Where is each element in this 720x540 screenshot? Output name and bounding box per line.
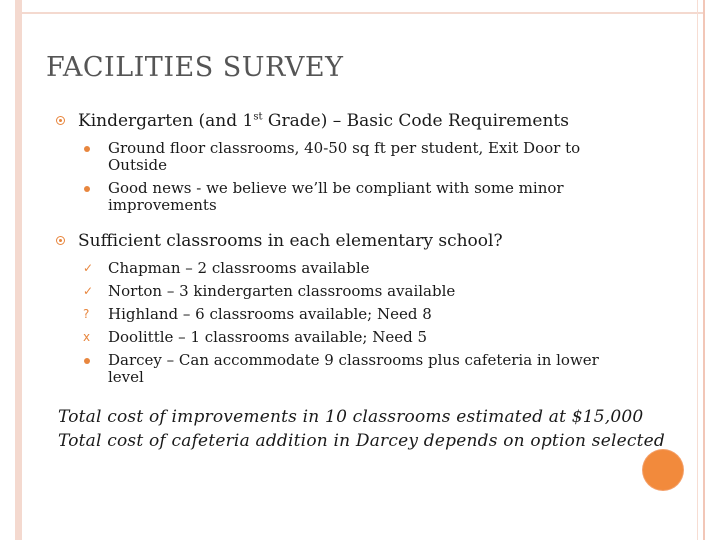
list-item <box>56 140 628 174</box>
list-item-text: Good news - we believe we’ll be compliant with some minor improvements <box>108 179 564 214</box>
list-item-text: Ground floor classrooms, 40-50 sq ft per student, Exit Door to Outside <box>108 139 581 174</box>
circle-bullet-icon <box>56 236 65 245</box>
list-item <box>56 180 628 214</box>
checkmark-icon: ✓ <box>83 284 94 298</box>
heading-text-post: Grade) – Basic Code Requirements <box>262 111 569 131</box>
classroom-items <box>56 260 676 386</box>
checkmark-icon: ✓ <box>83 261 94 275</box>
list-item-text: Darcey – Can accommodate 9 classrooms plus cafeteria in lower level <box>108 351 599 386</box>
question-mark-icon: ? <box>83 307 90 321</box>
circle-bullet-icon <box>56 116 65 125</box>
footer-note-improvements: Total cost of improvements in 10 classrooms estimated at $15,000 <box>58 407 644 427</box>
list-item <box>56 329 628 346</box>
heading-superscript: st <box>253 111 263 123</box>
section-heading-kindergarten <box>56 110 676 132</box>
slide-title: FACILITIES SURVEY <box>46 52 344 83</box>
top-border-line <box>15 12 705 14</box>
slide-body <box>56 110 676 402</box>
left-border-line <box>15 0 22 540</box>
kindergarten-items <box>56 140 676 214</box>
list-item <box>56 283 628 300</box>
dot-bullet-icon <box>84 358 90 364</box>
heading-text-pre: Kindergarten (and 1 <box>78 111 254 131</box>
heading-text: Sufficient classrooms in each elementary school? <box>78 231 503 251</box>
decorative-circle-icon <box>643 450 683 490</box>
dot-bullet-icon <box>84 146 90 152</box>
dot-bullet-icon <box>84 186 90 192</box>
list-item-text: Doolittle – 1 classrooms available; Need 5 <box>108 328 428 346</box>
footer-notes <box>58 405 678 453</box>
list-item-text: Highland – 6 classrooms available; Need 8 <box>108 305 432 323</box>
list-item-text: Norton – 3 kindergarten classrooms available <box>108 282 456 300</box>
footer-note-cafeteria: Total cost of cafeteria addition in Darcey depends on option selected <box>58 431 665 451</box>
list-item <box>56 306 628 323</box>
list-item <box>56 260 628 277</box>
section-heading-classrooms <box>56 230 676 252</box>
list-item-text: Chapman – 2 classrooms available <box>108 259 370 277</box>
right-border-line <box>703 0 705 540</box>
x-mark-icon: x <box>83 330 91 344</box>
right-border-line-inner <box>697 0 698 540</box>
list-item <box>56 352 628 386</box>
